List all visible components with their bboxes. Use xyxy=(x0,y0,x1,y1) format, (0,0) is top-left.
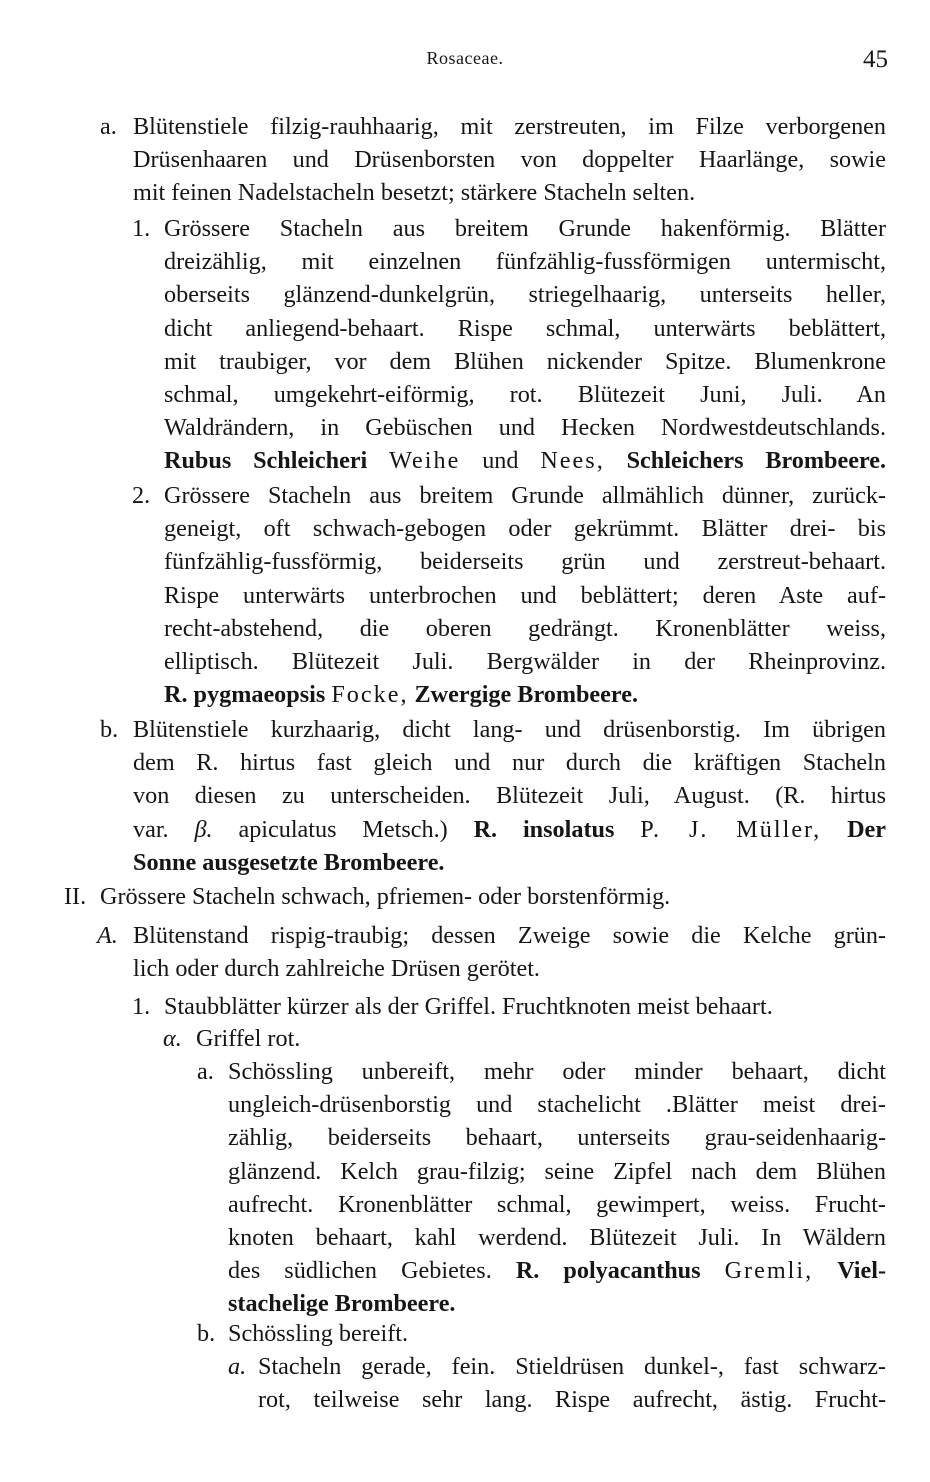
common-name: stachelige Brombeere. xyxy=(228,1290,456,1318)
text-line: ungleich-drüsenborstig und stachelicht .Blätter meist drei- xyxy=(228,1091,886,1119)
text-line: Schössling bereift. xyxy=(228,1320,409,1347)
text-line: dem R. hirtus fast gleich und nur durch die kräftigen Stacheln xyxy=(133,749,886,777)
item-A1-text xyxy=(164,990,886,1023)
item-a2-text xyxy=(164,479,886,711)
author-name: Weihe xyxy=(389,447,461,475)
text-line: Grössere Stacheln schwach, pfriemen- oder borstenförmig. xyxy=(100,883,671,910)
text-line: Griffel rot. xyxy=(196,1025,301,1052)
text-line: Staubblätter kürzer als der Griffel. Fruchtknoten meist behaart. xyxy=(164,993,773,1020)
text-line: von diesen zu unterscheiden. Blütezeit Juli, August. (R. hirtus xyxy=(133,782,886,810)
text-line: oberseits glänzend-dunkelgrün, striegelhaarig, unterseits heller, xyxy=(164,281,886,309)
common-name: Viel- xyxy=(837,1257,887,1285)
author-name: Gremli, xyxy=(724,1257,814,1285)
text-line: Blütenstand rispig-traubig; dessen Zweige sowie die Kelche grün- xyxy=(133,922,886,949)
author-name: P. J. Müller, xyxy=(640,815,822,843)
species-name: R. pygmaeopsis xyxy=(164,681,326,709)
section-ii-text xyxy=(100,880,886,913)
text-line: Schössling unbereift, mehr oder minder behaart, dicht xyxy=(228,1058,886,1085)
item-alpha-label: α. xyxy=(163,1025,182,1052)
text-line: Blütenstiele kurzhaarig, dicht lang- und drüsenborstig. Im übrigen xyxy=(133,716,886,743)
text-line: elliptisch. Blütezeit Juli. Bergwälder in der Rheinprovinz. xyxy=(164,648,886,676)
item-b-label: b. xyxy=(100,716,119,743)
text-line: geneigt, oft schwach-gebogen oder gekrümmt. Blätter drei- bis xyxy=(164,515,886,543)
text-line: dreizählig, mit einzelnen fünfzählig-fussförmigen untermischt, xyxy=(164,248,886,276)
species-line xyxy=(164,444,886,477)
common-name: Sonne ausgesetzte Brombeere. xyxy=(133,848,445,876)
section-a-text xyxy=(133,919,886,985)
item-alpha-b-a-text xyxy=(258,1350,886,1416)
common-name: Schleichers Brombeere. xyxy=(626,447,887,475)
text-line: mit traubiger, vor dem Blühen nickender Spitze. Blumenkrone xyxy=(164,347,886,375)
species-name: R. insolatus xyxy=(473,815,615,843)
item-alpha-b-label: b. xyxy=(197,1320,216,1347)
item-alpha-a-text xyxy=(228,1055,886,1321)
section-ii-label: II. xyxy=(64,883,87,910)
common-name: Der xyxy=(847,815,887,843)
species-name: R. polyacanthus xyxy=(515,1257,701,1285)
item-alpha-b-text xyxy=(228,1317,886,1350)
species-name: Rubus Schleicheri xyxy=(164,447,368,475)
text-fragment: des südlichen Gebietes. xyxy=(228,1257,492,1285)
text-line: rot, teilweise sehr lang. Rispe aufrecht, ästig. Frucht- xyxy=(258,1386,886,1414)
item-a2-label: 2. xyxy=(132,482,151,509)
text-line: dicht anliegend-behaart. Rispe schmal, unterwärts beblättert, xyxy=(164,314,886,342)
species-line xyxy=(133,813,886,846)
text-line: knoten behaart, kahl werdend. Blütezeit Juli. In Wäldern xyxy=(228,1224,886,1252)
text-line: Grössere Stacheln aus breitem Grunde hakenförmig. Blätter xyxy=(164,215,886,242)
text-line: schmal, umgekehrt-eiförmig, rot. Blütezeit Juni, Juli. An xyxy=(164,381,886,409)
text-line: mit feinen Nadelstacheln besetzt; stärkere Stacheln selten. xyxy=(133,179,696,207)
text-line: Rispe unterwärts unterbrochen und beblättert; deren Aste auf- xyxy=(164,581,886,609)
species-line xyxy=(228,1254,886,1287)
item-a-text xyxy=(133,110,886,210)
common-name: Zwergige Brombeere. xyxy=(414,681,638,709)
text-line: zählig, beiderseits behaart, unterseits grau-seidenhaarig- xyxy=(228,1124,886,1152)
text-line: glänzend. Kelch grau-filzig; seine Zipfel nach dem Blühen xyxy=(228,1157,886,1185)
variety-beta: β. xyxy=(194,815,213,843)
text-line: Blütenstiele filzig-rauhhaarig, mit zerstreuten, im Filze verborgenen xyxy=(133,113,886,140)
text-line: Stacheln gerade, fein. Stieldrüsen dunkel-, fast schwarz- xyxy=(258,1353,886,1380)
text-line: Drüsenhaaren und Drüsenborsten von doppelter Haarlänge, sowie xyxy=(133,146,886,174)
item-A1-label: 1. xyxy=(132,993,151,1020)
item-alpha-text xyxy=(196,1022,886,1055)
text-line: recht-abstehend, die oberen gedrängt. Kronenblätter weiss, xyxy=(164,614,886,642)
var-prefix: var. xyxy=(133,815,169,843)
section-a-label: A. xyxy=(97,922,118,949)
text-line: Waldrändern, in Gebüschen und Hecken Nordwestdeutschlands. xyxy=(164,414,886,442)
variety-name: apiculatus Metsch.) xyxy=(238,815,448,843)
item-a1-label: 1. xyxy=(132,215,151,242)
text-line: aufrecht. Kronenblätter schmal, gewimpert, weiss. Frucht- xyxy=(228,1190,886,1218)
connector: und xyxy=(482,447,519,475)
author-name: Focke, xyxy=(331,681,409,709)
species-line xyxy=(164,678,886,711)
item-b-text xyxy=(133,713,886,879)
item-alpha-b-a-label: a. xyxy=(228,1353,247,1380)
running-header: Rosaceae. xyxy=(426,48,504,68)
text-line: fünfzählig-fussförmig, beiderseits grün und zerstreut-behaart. xyxy=(164,548,886,576)
text-line: lich oder durch zahlreiche Drüsen gerötet. xyxy=(133,955,540,983)
text-line: Grössere Stacheln aus breitem Grunde allmählich dünner, zurück- xyxy=(164,482,886,509)
item-a1-text xyxy=(164,212,886,478)
page-number: 45 xyxy=(863,46,888,73)
item-a-label: a. xyxy=(100,113,117,140)
item-alpha-a-label: a. xyxy=(197,1058,214,1085)
author-name: Nees, xyxy=(540,447,605,475)
